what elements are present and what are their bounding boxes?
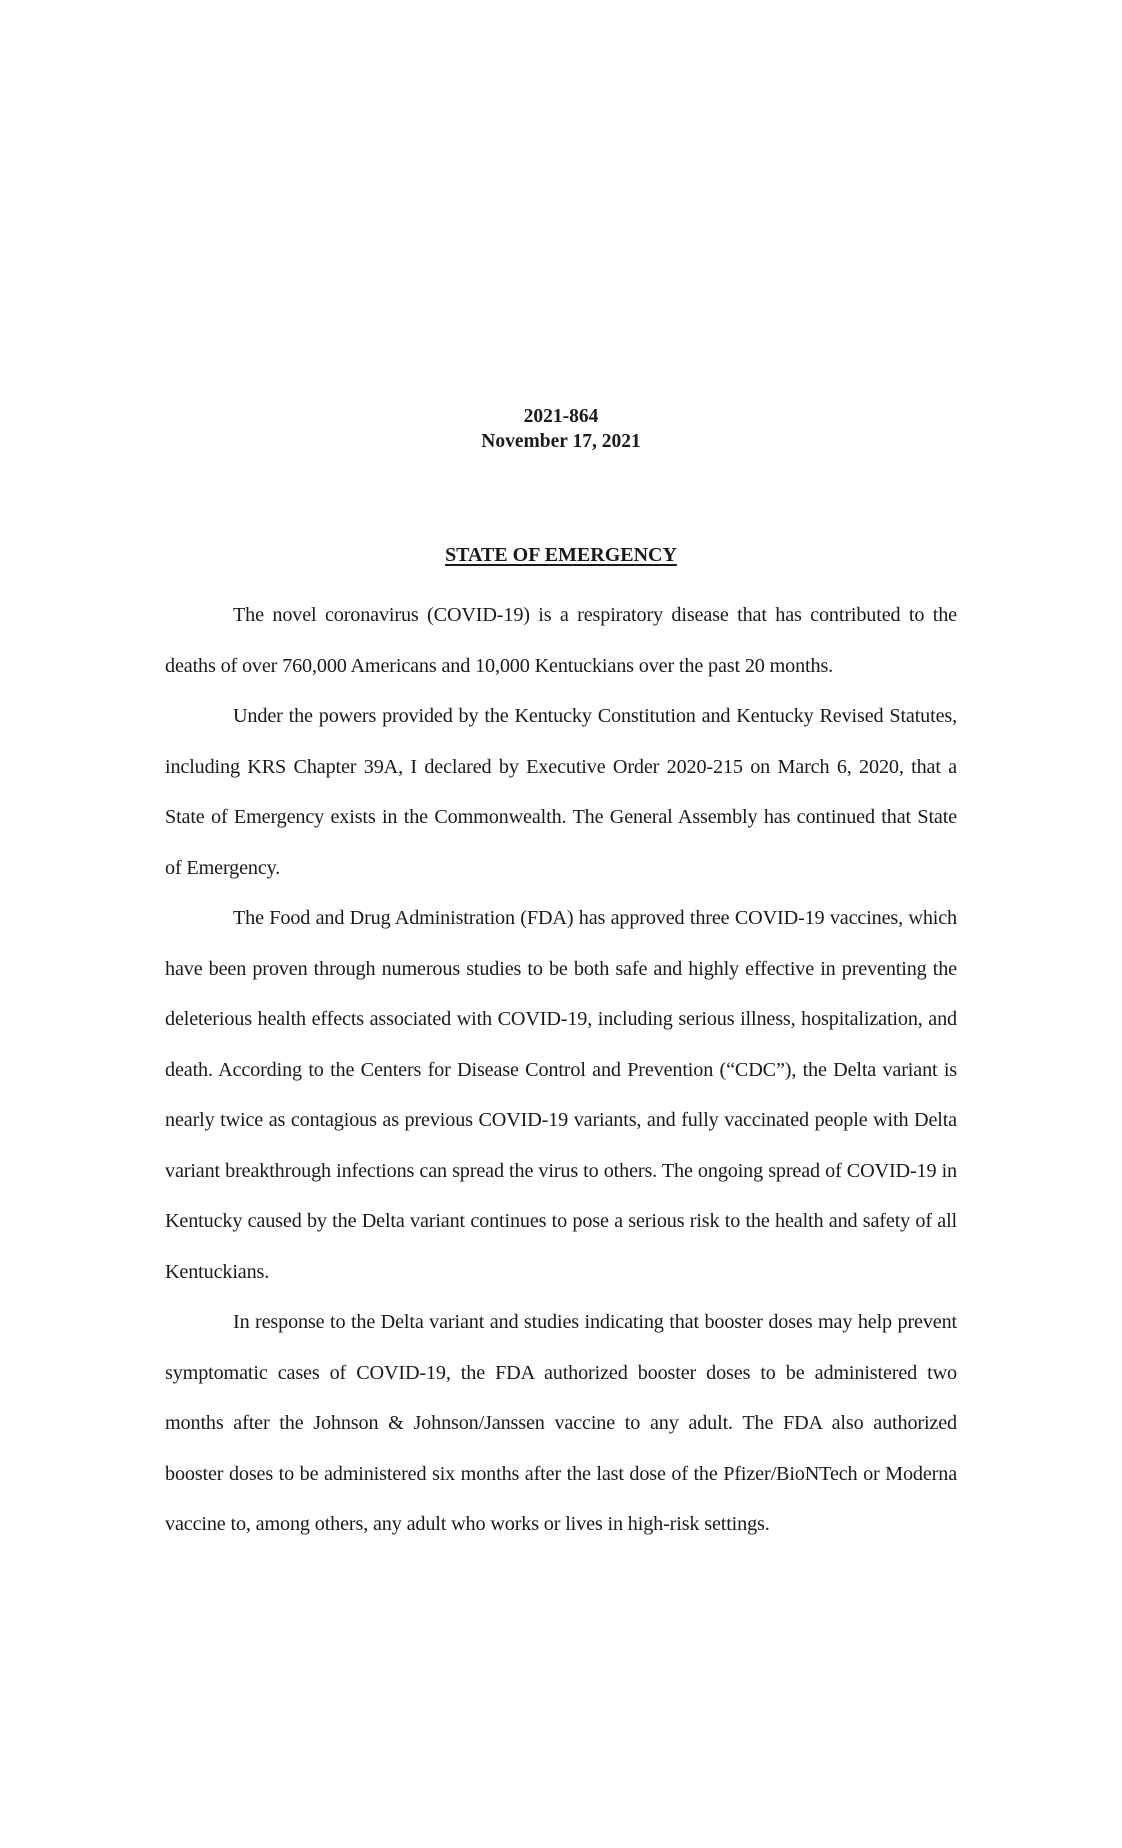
paragraph-3: The Food and Drug Administration (FDA) has approved three COVID-19 vaccines, which have been proven through numerous studies to be both safe and highly effective in preventing the deleterious health effects associated with COVID-19, including serious illness, hospitalization, and death. According to the Centers for Disease Control and Prevention (“CDC”), the Delta variant is nearly twice as contagious as previous COVID-19 variants, and fully vaccinated people with Delta variant breakthrough infections can spread the virus to others. The ongoing spread of COVID-19 in Kentucky caused by the Delta variant continues to pose a serious risk to the health and safety of all Kentuckians. (165, 907, 957, 1283)
document-body (165, 590, 957, 1550)
paragraph-2: Under the powers provided by the Kentucky Constitution and Kentucky Revised Statutes, including KRS Chapter 39A, I declared by Executive Order 2020-215 on March 6, 2020, that a State of Emergency exists in the Commonwealth. The General Assembly has continued that State of Emergency. (165, 705, 957, 879)
document-title-text: STATE OF EMERGENCY (445, 544, 677, 566)
paragraph-4: In response to the Delta variant and studies indicating that booster doses may help prevent symptomatic cases of COVID-19, the FDA authorized booster doses to be administered two months after the Johnson & Johnson/Janssen vaccine to any adult. The FDA also authorized booster doses to be administered six months after the last dose of the Pfizer/BioNTech or Moderna vaccine to, among others, any adult who works or lives in high-risk settings. (165, 1311, 957, 1535)
order-number: 2021-864 (523, 406, 599, 427)
order-date: November 17, 2021 (481, 431, 641, 452)
paragraph-1: The novel coronavirus (COVID-19) is a respiratory disease that has contributed to the deaths of over 760,000 Americans and 10,000 Kentuckians over the past 20 months. (165, 604, 957, 677)
document-title (0, 542, 1122, 568)
order-header (0, 404, 1122, 454)
